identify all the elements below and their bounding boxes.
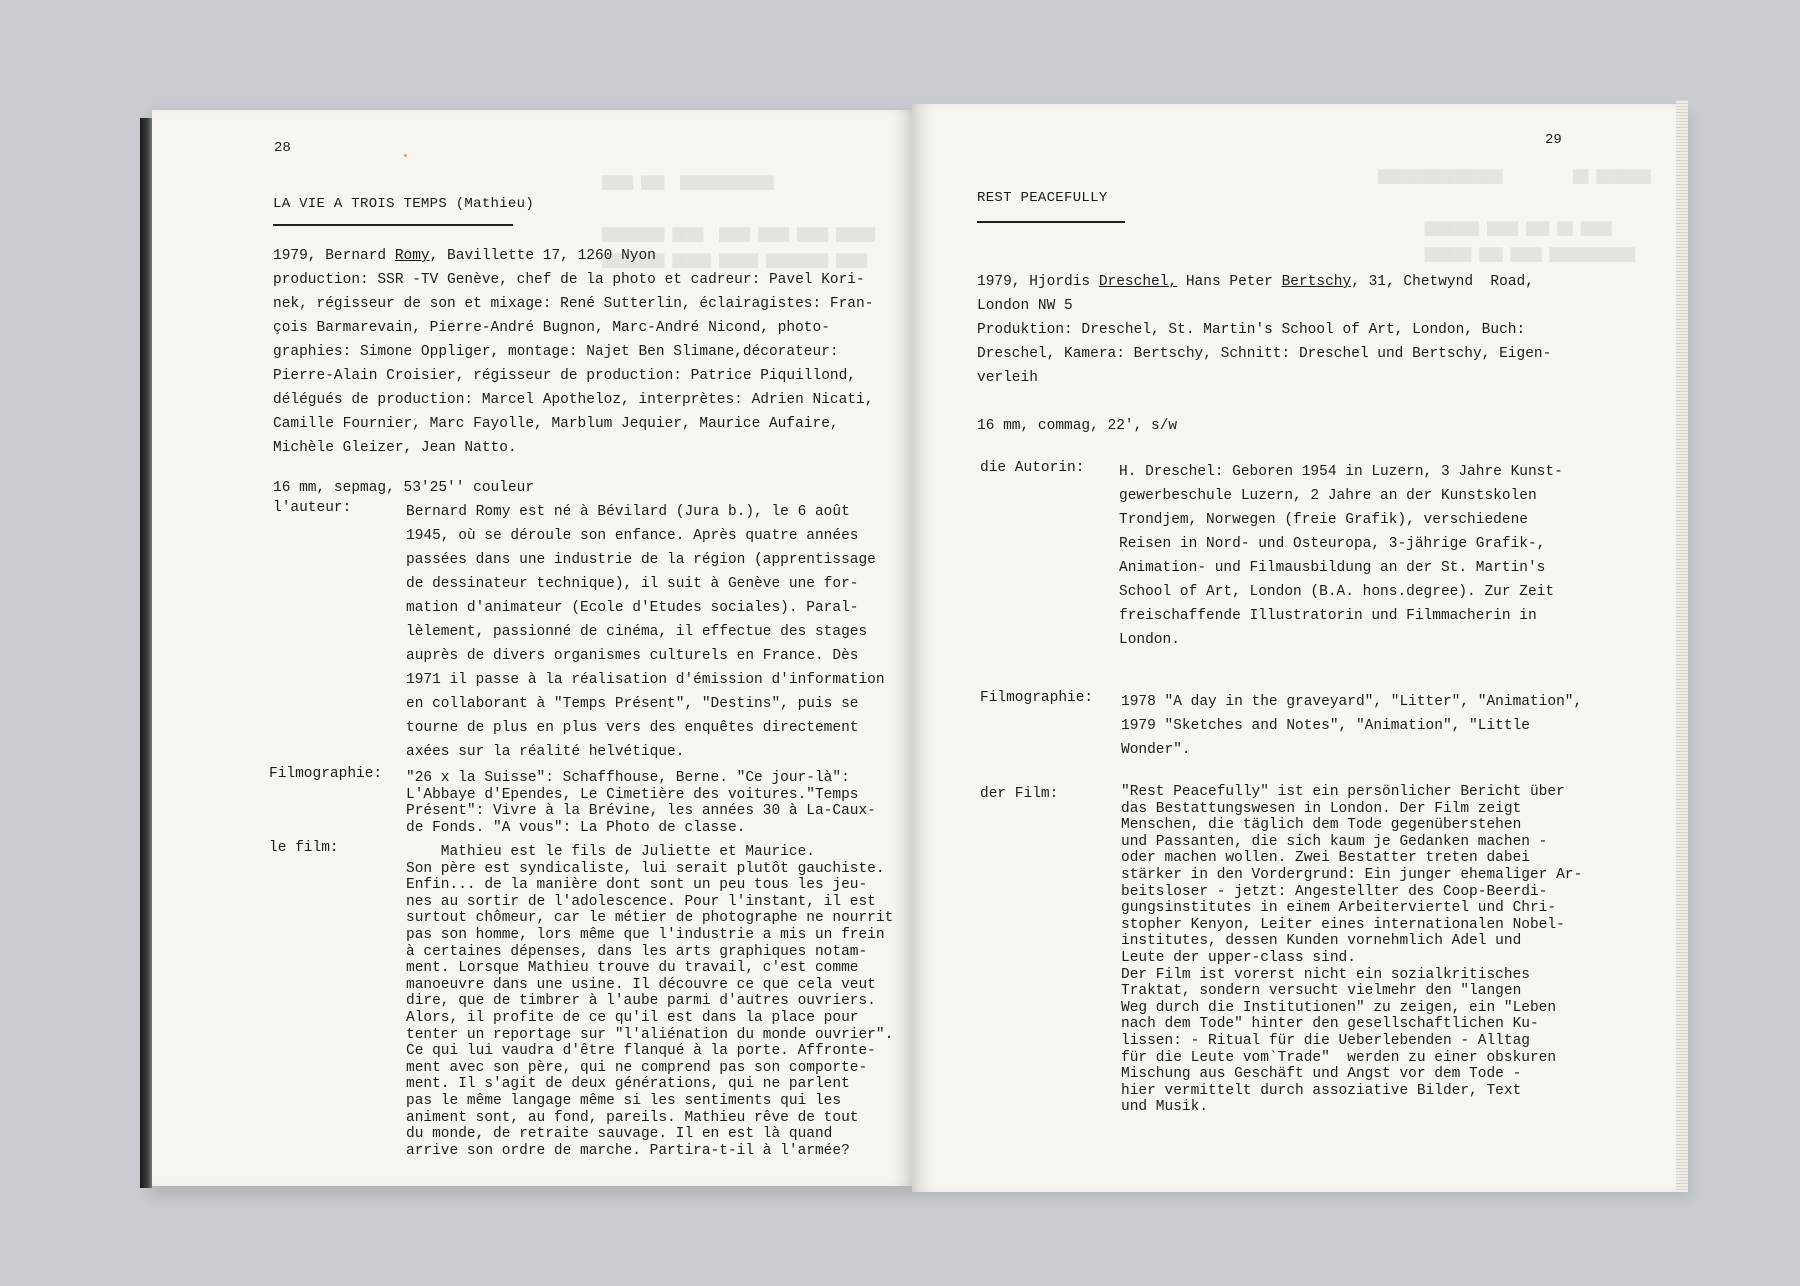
auteur-line: Bernard Romy est né à Bévilard (Jura b.), le 6 août [406, 504, 850, 520]
credits-line: London NW 5 [977, 298, 1073, 314]
film-text [1121, 784, 1582, 1116]
right-page [912, 104, 1682, 1192]
credits-block [273, 268, 873, 460]
credits-line: nek, régisseur de son et mixage: René Sutterlin, éclairagistes: Fran- [273, 296, 874, 312]
autorin-line: gewerbeschule Luzern, 2 Jahre an der Kunstskolen [1119, 488, 1537, 504]
credits-line: Michèle Gleizer, Jean Natto. [273, 440, 517, 456]
autorin-line: School of Art, London (B.A. hons.degree). Zur Zeit [1119, 584, 1555, 600]
title-underline [273, 224, 513, 226]
auteur-line: tourne de plus en plus vers des enquêtes directement [406, 720, 859, 736]
film-line: surtout chômeur, car le métier de photographe ne nourrit [406, 910, 894, 927]
auteur-line: axées sur la réalité helvétique. [406, 744, 685, 760]
film-line: à certaines dépenses, dans les arts graphiques notam- [406, 943, 868, 960]
filmographie-label: Filmographie: [269, 766, 383, 782]
auteur-line: mation d'animateur (Ecole d'Etudes sociales). Paral- [406, 600, 859, 616]
page-number: 28 [274, 140, 291, 156]
bleed-through: ████ ███ ████████████ ████████ ████ ████ ████ ████ █████ ████████ █████ █████ ████████ ████ [602, 175, 876, 268]
credits-line: çois Barmarevain, Pierre-André Bugnon, Marc-André Nicond, photo- [273, 320, 830, 336]
film-line: stopher Kenyon, Leiter eines internationalen Nobel- [1121, 916, 1565, 933]
credits-line: Produktion: Dreschel, St. Martin's School of Art, London, Buch: [977, 322, 1526, 338]
book-cover-edge [140, 118, 152, 1188]
film-line: Mathieu est le fils de Juliette et Maurice. [406, 844, 815, 860]
film-line: ment avec son père, qui ne comprend pas son comporte- [406, 1059, 868, 1076]
page-number: 29 [1545, 132, 1562, 148]
film-line: institutes, dessen Kunden vornehmlich Adel und [1121, 933, 1522, 950]
filmographie-line: "26 x la Suisse": Schaffhouse, Berne. "Ce jour-là": [406, 770, 850, 786]
film-line: nes au sortir de l'adolescence. Pour l'instant, il est [406, 893, 876, 910]
page-edges [1676, 100, 1688, 1192]
autorin-line: H. Dreschel: Geboren 1954 in Luzern, 3 Jahre Kunst- [1119, 464, 1563, 480]
filmographie-line: L'Abbaye d'Ependes, Le Cimetière des voitures."Temps [406, 786, 859, 803]
film-line: Alors, il profite de ce qu'il est dans la place pour [406, 1009, 859, 1026]
format-line: 16 mm, commag, 22', s/w [977, 418, 1178, 434]
autorin-line: Trondjem, Norwegen (freie Grafik), verschiedene [1119, 512, 1528, 528]
film-line: pas le même langage même si les sentiments qui les [406, 1092, 842, 1109]
film-line: Menschen, die täglich dem Tode gegenüberstehen [1121, 817, 1522, 834]
credits-first-line: 1979, Hjordis Dreschel, Hans Peter Bertschy, 31, Chetwynd Road, [977, 274, 1534, 290]
auteur-line: 1945, où se déroule son enfance. Après quatre années [406, 528, 859, 544]
film-line: gungsinstitutes in einem Arbeiterviertel und Chri- [1121, 900, 1557, 917]
film-line: dire, que de timbrer à l'aube parmi d'autres ouvriers. [406, 993, 876, 1010]
autorin-line: Reisen in Nord- und Osteuropa, 3-jährige Grafik-, [1119, 536, 1546, 552]
article-title: LA VIE A TROIS TEMPS (Mathieu) [273, 196, 535, 212]
film-line: pas son homme, lors même que l'industrie a mis un frein [406, 926, 885, 943]
film-line: arrive son ordre de marche. Partira-t-il à l'armée? [406, 1142, 850, 1159]
film-line: Enfin... de la manière dont sont un peu tous les jeu- [406, 877, 868, 894]
auteur-line: lèlement, passionné de cinéma, il effectue des stages [406, 624, 868, 640]
auteur-line: de dessinateur technique), il suit à Genève une for- [406, 576, 859, 592]
auteur-label: l'auteur: [273, 500, 352, 516]
credits-line: Pierre-Alain Croisier, régisseur de production: Patrice Piquillond, [273, 368, 856, 384]
credits-line: Camille Fournier, Marc Fayolle, Marblum Jequier, Maurice Aufaire, [273, 416, 839, 432]
film-line: und Passanten, die sich kaum je Gedanken machen - [1121, 833, 1548, 850]
auteur-line: en collaborant à "Temps Présent", "Destins", puis se [406, 696, 859, 712]
film-line: Traktat, sondern versucht vielmehr den "langen [1121, 983, 1522, 1000]
autorin-line: London. [1119, 632, 1180, 648]
film-line: für die Leute vom`Trade" werden zu einer obskuren [1121, 1049, 1557, 1066]
filmographie-line: Wonder". [1121, 742, 1191, 758]
film-line: stärker in den Vordergrund: Ein junger ehemaliger Ar- [1121, 866, 1583, 883]
film-line: nach dem Tode" hinter den gesellschaftlichen Ku- [1121, 1016, 1539, 1033]
film-label: der Film: [980, 786, 1059, 802]
left-page [152, 110, 912, 1186]
auteur-line: 1971 il passe à la réalisation d'émission d'information [406, 672, 885, 688]
ink-speck [404, 154, 407, 157]
format-line: 16 mm, sepmag, 53'25'' couleur [273, 480, 535, 496]
film-line: und Musik. [1121, 1099, 1209, 1116]
credits-block [977, 294, 1551, 390]
film-line: manoeuvre dans une usine. Il découvre ce que cela veut [406, 976, 876, 993]
credits-line: Dreschel, Kamera: Bertschy, Schnitt: Dreschel und Bertschy, Eigen- [977, 346, 1552, 362]
film-label: le film: [269, 840, 339, 856]
filmographie-line: Présent": Vivre à la Brévine, les années 30 à La-Caux- [406, 803, 876, 820]
filmographie-text [1121, 690, 1582, 762]
film-line: lissen: - Ritual für die Ueberlebenden - Alltag [1121, 1032, 1530, 1049]
autorin-line: freischaffende Illustratorin und Filmmacherin in [1119, 608, 1537, 624]
auteur-line: passées dans une industrie de la région (apprentissage [406, 552, 876, 568]
bleed-through: ████████████████ ██ ███████ ███████ ████ ███ ██ ████ ██████ ███ ████ ███████████ [1377, 169, 1651, 262]
film-line: Ce qui lui vaudra d'être flanqué à la porte. Affronte- [406, 1043, 876, 1060]
film-line: animent sont, au fond, pareils. Mathieu rêve de tout [406, 1109, 859, 1126]
film-line: Son père est syndicaliste, lui serait plutôt gauchiste. [406, 860, 885, 877]
film-line: Weg durch die Institutionen" zu zeigen, ein "Leben [1121, 999, 1557, 1016]
film-line: beitsloser - jetzt: Angestellter des Coop-Beerdi- [1121, 883, 1548, 900]
article-title: REST PEACEFULLY [977, 190, 1108, 206]
auteur-text [406, 500, 885, 764]
credits-line: graphies: Simone Oppliger, montage: Najet Ben Slimane,décorateur: [273, 344, 839, 360]
filmographie-line: 1979 "Sketches and Notes", "Animation", "Little [1121, 718, 1530, 734]
credits-line: délégués de production: Marcel Apotheloz, interprètes: Adrien Nicati, [273, 392, 874, 408]
film-line: hier vermittelt durch assoziative Bilder, Text [1121, 1082, 1522, 1099]
autorin-line: Animation- und Filmausbildung an der St. Martin's [1119, 560, 1546, 576]
filmographie-text [406, 770, 876, 836]
filmographie-label: Filmographie: [980, 690, 1094, 706]
film-line: Mischung aus Geschäft und Angst vor dem Tode - [1121, 1066, 1522, 1083]
film-line: ment. Il s'agit de deux générations, qui ne parlent [406, 1076, 850, 1093]
film-line: Leute der upper-class sind. [1121, 949, 1356, 966]
filmographie-line: 1978 "A day in the graveyard", "Litter", "Animation", [1121, 694, 1583, 710]
title-underline [977, 221, 1125, 223]
autorin-label: die Autorin: [980, 460, 1085, 476]
autorin-text [1119, 460, 1563, 652]
credits-first-line: 1979, Bernard Romy, Bavillette 17, 1260 Nyon [273, 248, 656, 264]
filmographie-line: de Fonds. "A vous": La Photo de classe. [406, 819, 746, 836]
credits-line: verleih [977, 370, 1038, 386]
film-line: tenter un reportage sur "l'aliénation du monde ouvrier". [406, 1026, 894, 1043]
film-line: ment. Lorsque Mathieu trouve du travail, c'est comme [406, 960, 859, 977]
credits-line: production: SSR -TV Genève, chef de la photo et cadreur: Pavel Kori- [273, 272, 865, 288]
film-text [406, 844, 893, 1159]
film-line: Der Film ist vorerst nicht ein sozialkritisches [1121, 966, 1530, 983]
film-line: du monde, de retraite sauvage. Il en est là quand [406, 1126, 833, 1143]
film-line: "Rest Peacefully" ist ein persönlicher Bericht über [1121, 784, 1565, 800]
auteur-line: auprès de divers organismes culturels en France. Dès [406, 648, 859, 664]
film-line: das Bestattungswesen in London. Der Film zeigt [1121, 800, 1522, 817]
film-line: oder machen wollen. Zwei Bestatter treten dabei [1121, 850, 1530, 867]
